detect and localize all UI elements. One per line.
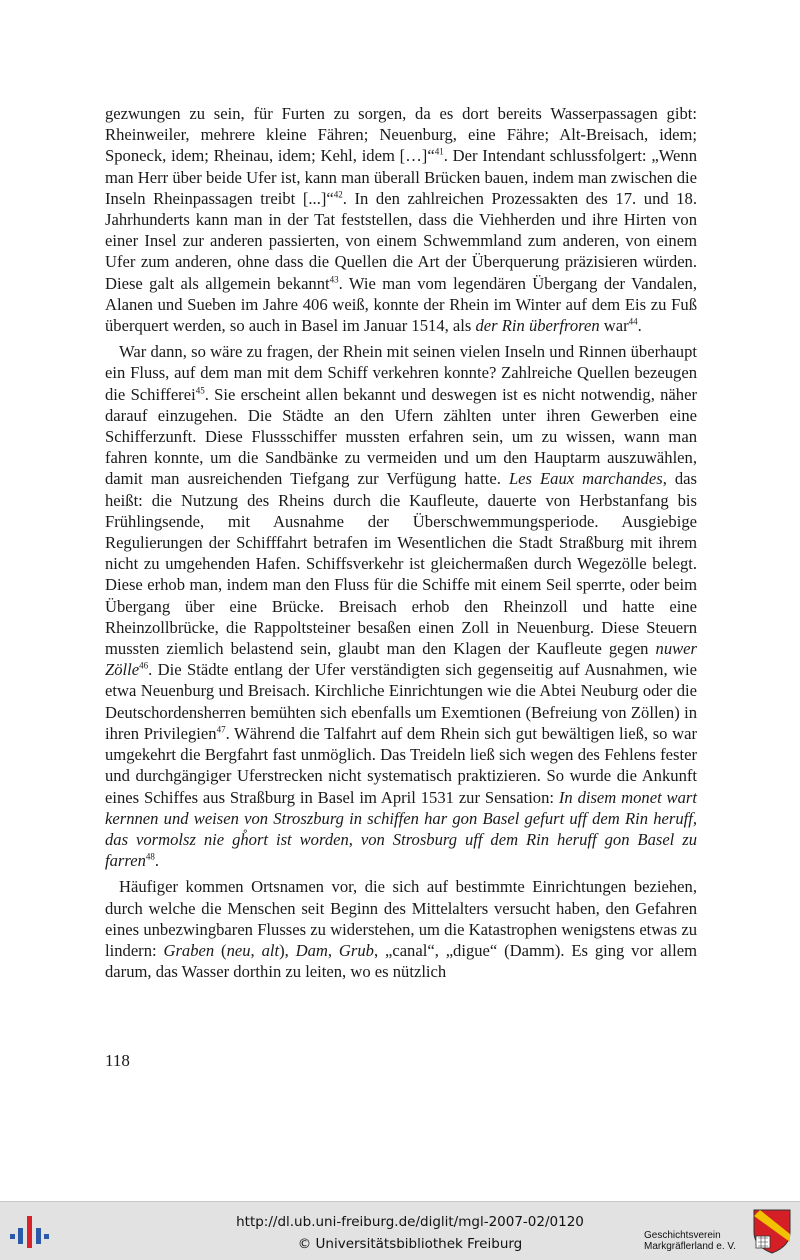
text-run: , „canal“, „digue“ (Damm). Es ging vor allem darum, das Wasser dorthin zu leiten, wo es nützlich — [105, 940, 698, 982]
society-name — [644, 1230, 736, 1252]
paragraph-2 — [105, 341, 697, 871]
text-run: gezwungen zu sein, für Furten zu sorgen, da es dort bereits Wasserpassagen gibt: Rheinweiler, mehrere kleine Fähren; Neuenburg, eine Fähre; Alt-Breisach, idem; Sponeck, idem; Rheinau, idem; Kehl, idem […]“ — [105, 104, 697, 166]
digital-library-logo-icon[interactable] — [8, 1212, 52, 1252]
text-run: , — [250, 940, 262, 960]
footnote-marker: 47 — [216, 724, 226, 735]
text-run: War dann, so wäre zu fragen, der Rhein mit seinen vielen Inseln und Rinnen überhaupt ein Fluss, auf dem man mit dem Schiff verkehren konnte? Zahlreiche Quellen bezeugen die Schifferei — [105, 342, 697, 404]
italic-text: Graben — [163, 940, 215, 960]
coat-of-arms-icon — [752, 1208, 792, 1254]
footer-bar — [0, 1201, 800, 1260]
italic-text: In disem monet wart kernnen und weisen von Stroszburg in schiffen har gon Basel gefurt uff dem Rin heruff, das vormolsz nie gh̊ort ist worden, von Strosburg uff dem Rin heruff gon Basel zu farren — [105, 787, 697, 871]
footnote-marker: 44 — [628, 316, 638, 327]
text-run: . — [154, 851, 160, 871]
text-run: . In den zahlreichen Prozessakten des 17. und 18. Jahrhunderts kann man in der Tat feststellen, dass die Viehherden und ihre Hirten von einer Insel zur anderen passierten, von einem Schwemmland zum anderen, von einem Ufer zum anderen, ohne dass die Quellen die Art der Überquerung präzisieren würden. Diese galt als allgemein bekannt — [105, 188, 697, 293]
page-body — [105, 103, 697, 982]
paragraph-1 — [105, 103, 697, 336]
footer-copyright: © Universitätsbibliothek Freiburg — [297, 1236, 523, 1252]
italic-text: neu — [226, 940, 251, 960]
text-run: , das heißt: die Nutzung des Rheins durch die Kaufleute, dauerte von Herbstanfang bis Frühlingsende, mit Ausnahme der Überschwemmungsperiode. Ausgiebige Regulierungen der Schifffahrt betrafen im Wesentlichen die Stadt Straßburg mit ihrem nicht zu umgehenden Hafen. Schiffsverkehr ist gleichermaßen durch Wegezölle belegt. Diese erhob man, indem man den Fluss für die Schiffe mit einem Seil sperrte, oder beim Übergang über eine Brücke. Breisach erhob den Rheinzoll und hatte eine Rheinzollbrücke, die Rappoltsteiner besaßen einen Zoll in Neuenburg. Diese Steuern mussten ziemlich belastend sein, glaubt man den Klagen der Kaufleute gegen — [105, 469, 698, 659]
footer-url-link[interactable]: http://dl.ub.uni-freiburg.de/diglit/mgl-2007-02/0120 — [236, 1214, 584, 1230]
text-run: . Sie erscheint allen bekannt und deswegen ist es nicht notwendig, näher darauf einzugehen. Die Städte an den Ufern zählten unter ihren Gewerben eine Schifferzunft. Diese Flussschiffer mussten erfahren sein, um zu wissen, wann man fahren konnte, um die Sandbänke zu vermeiden und um den Hauptarm auszuwählen, damit man ausreichenden Tiefgang zur Verfügung hatte. — [105, 384, 697, 489]
text-run: ( — [214, 940, 227, 960]
footnote-marker: 42 — [333, 189, 343, 200]
society-name-line-2: Markgräflerland e. V. — [644, 1241, 736, 1252]
page-number: 118 — [105, 1051, 130, 1070]
footnote-marker: 46 — [139, 660, 149, 671]
society-name-line-1: Geschichtsverein — [644, 1230, 721, 1241]
italic-text: der Rin überfroren — [475, 316, 600, 336]
footnote-marker: 43 — [329, 274, 339, 285]
text-run: . Die Städte entlang der Ufer verständigten sich gegenseitig auf Ausnahmen, wie etwa Neuenburg und Breisach. Kirchliche Einrichtungen wie die Abtei Neuburg oder die Deutschordensherren bemühten sich ebenfalls um Exemtionen (Befreiung von Zöllen) in ihren Privilegien — [105, 660, 697, 743]
footnote-marker: 48 — [145, 851, 155, 862]
paragraph-3 — [105, 876, 697, 982]
italic-text: Grub — [338, 940, 374, 960]
italic-text: Les Eaux marchandes — [508, 469, 663, 489]
italic-text: nuwer Zölle — [105, 639, 697, 680]
text-run: ), — [279, 940, 296, 960]
footnote-marker: 45 — [195, 385, 205, 396]
italic-text: Dam — [295, 940, 328, 960]
text-run: Häufiger kommen Ortsnamen vor, die sich auf bestimmte Einrichtungen beziehen, durch welche die Menschen seit Beginn des Mittelalters versucht haben, den Gefahren eines unbezwingbaren Flusses zu widerstehen, um die Katastrophen wenigstens etwas zu lindern: — [105, 877, 697, 960]
footnote-marker: 41 — [434, 146, 444, 157]
italic-text: alt — [261, 940, 280, 960]
text-run: . Während die Talfahrt auf dem Rhein sich gut bewältigen ließ, so war umgekehrt die Bergfahrt fast unmöglich. Das Treideln ließ sich wegen des Fehlens fester und durchgängiger Uferstrecken nicht systematisch praktizieren. So wurde die Ankunft eines Schiffes aus Straßburg in Basel im April 1531 zur Sensation: — [105, 723, 697, 807]
text-run: . Wie man vom legendären Übergang der Vandalen, Alanen und Sueben im Jahre 406 weiß, konnte der Rhein im Winter auf dem Eis zu Fuß überquert werden, so auch in Basel im Januar 1514, als — [105, 273, 697, 336]
text-run: , — [327, 940, 339, 960]
text-run: . — [637, 316, 642, 336]
text-run: war — [599, 316, 629, 336]
text-run: . Der Intendant schlussfolgert: „Wenn man Herr über beide Ufer ist, kann man überall Brücken bauen, indem man zwischen die Inseln Rheinpassagen treibt [...]“ — [105, 146, 697, 208]
